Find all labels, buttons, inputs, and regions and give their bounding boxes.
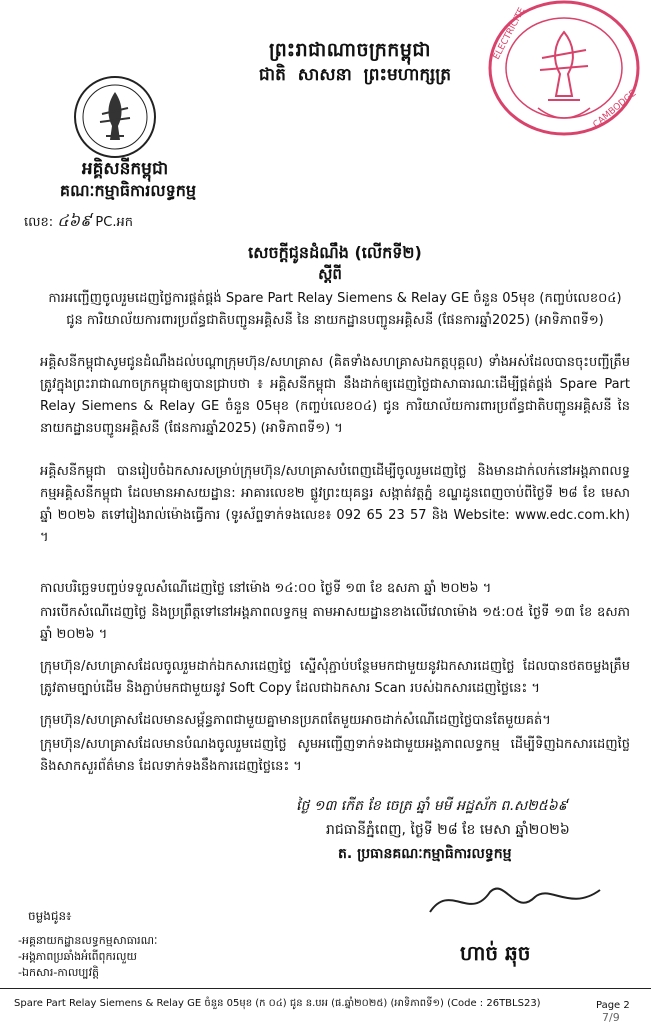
paragraph-soft-copy: ក្រុមហ៊ុន/សហគ្រាសដែលចូលរួមដាក់ឯកសារដេញថ្លៃ ស្នើសុំភ្ជាប់បន្ថែមមកជាមួយនូវឯកសារដេញថ្លៃ ដែលបានថតចម្លងត្រឹមត្រូវតាមច្បាប់ដើម និងភ្ជាប់មកជាមួយនូវ Soft Copy ដែលជាឯកសារ Scan របស់ឯកសារដេញថ្លៃនេះ ។	[40, 659, 630, 696]
notice-about-label: ស្តីពី	[318, 265, 342, 283]
page-number: Page 2	[596, 1000, 630, 1011]
footer-text: Spare Part Relay Siemens & Relay GE ចំនួន 05មុខ (ក ០៤) ជូន ន.បអ (ផ.ឆ្នាំ២០២៥) (អាទិភាពទី១) (Code : 26TBLS23)	[14, 998, 541, 1009]
reference-suffix: PC.អក	[95, 215, 133, 230]
notice-subject: ការអញ្ជើញចូលរួមដេញថ្លៃការផ្គត់ផ្គង់ Spare Part Relay Siemens & Relay GE ចំនួន 05មុខ (កញ្ចប់លេខ០៤) ជូន ការិយាល័យការពារប្រព័ន្ធជាតិបញ្ជូនអគ្គិសនី នៃ នាយកដ្ឋានបញ្ជូនអគ្គិសនី (ផែនការឆ្នាំ2025) (អាទិភាពទី១)	[48, 291, 622, 328]
svg-text:ELECTRICITE: ELECTRICITE	[491, 6, 528, 62]
organization-name: អគ្គិសនីកម្ពុជា	[81, 159, 169, 179]
cc-item: -អគ្គនាយកដ្ឋានលទ្ធកម្មសាធារណៈ	[18, 934, 158, 947]
red-ink-stamp	[478, 0, 646, 150]
signer-title: ត. ប្រធានគណៈកម្មាធិការលទ្ធកម្ម	[338, 846, 512, 862]
reference-label: លេខ:	[24, 215, 54, 230]
procurement-committee: គណៈកម្មាធិការលទ្ធកម្ម	[59, 181, 197, 200]
paragraph-documents: អគ្គិសនីកម្ពុជា បានរៀបចំឯកសារសម្រាប់ក្រុមហ៊ុន/សហគ្រាសបំពេញដើម្បីចូលរួមដេញថ្លៃ និងមានដាក់លក់នៅអង្គភាពលទ្ធកម្មអគ្គិសនីកម្ពុជា ដែលមានអាសយដ្ឋាន: អាគារលេខ២ ផ្លូវព្រះយុគន្ធរ សង្កាត់វត្តភ្នំ ខណ្ឌដូនពេញចាប់ពីថ្ងៃទី ២៨ ខែ មេសា ឆ្នាំ ២០២៦ តទៅរៀងរាល់ម៉ោងធ្វើការ (ទូរស័ព្ទទាក់ទងលេខ៖ 092 65 23 57 និង Website: www.edc.com.kh) ។	[40, 464, 630, 545]
paragraph-opening: ការបើកសំណើដេញថ្លៃ និងប្រព្រឹត្តទៅនៅអង្គភាពលទ្ធកម្ម តាមអាសយដ្ឋានខាងលើវេលាម៉ោង ១៥:០៥ ថ្ងៃទី ១៣ ខែ ឧសភា ឆ្នាំ ២០២៦ ។	[40, 605, 630, 642]
handwritten-signature	[420, 872, 610, 932]
lunar-date: ថ្ងៃ ១៣ កើត ខែ ចេត្រ ឆ្នាំ មមី អដ្ឋស័ក ព.ស២៥៦៩	[296, 798, 568, 814]
notice-title: សេចក្តីជូនដំណឹង (លើកទី២)	[248, 243, 422, 262]
reference-handwritten-number: ៤៦៩	[57, 211, 92, 230]
paragraph-contact: ក្រុមហ៊ុន/សហគ្រាសដែលមានបំណងចូលរួមដេញថ្លៃ សូមអញ្ជើញទាក់ទងជាមួយអង្គភាពលទ្ធកម្ម ដើម្បីទិញឯកសារដេញថ្លៃ និងសាកសួរព័ត៌មាន ដែលទាក់ទងនឹងការដេញថ្លៃនេះ ។	[40, 737, 630, 774]
edc-seal-logo	[72, 74, 158, 160]
reference-number	[24, 210, 133, 234]
paragraph-affiliation: ក្រុមហ៊ុន/សហគ្រាសដែលមានសម្ព័ន្ធភាពជាមួយគ្នាមានប្រភពតែមួយអាចដាក់សំណើដេញថ្លៃបានតែមួយគត់។	[40, 713, 551, 728]
page-frame-counter: 7/9	[602, 1011, 620, 1024]
signatory-name: ហាច់ ឆុច	[460, 941, 531, 965]
svg-text:CAMBODGE: CAMBODGE	[591, 88, 639, 131]
cc-item: -អង្គភាពប្រឆាំងអំពើពុករលួយ	[18, 950, 137, 963]
cc-title: ចម្លងជូន៖	[28, 909, 72, 923]
footer-divider	[0, 988, 651, 989]
paragraph-announcement: អគ្គិសនីកម្ពុជាសូមជូនដំណឹងដល់បណ្តាក្រុមហ៊ុន/សហគ្រាស (គិតទាំងសហគ្រាសឯកត្តបុគ្គល) ទាំងអស់ដែលបានចុះបញ្ជីត្រឹមត្រូវក្នុងព្រះរាជាណាចក្រកម្ពុជាឲ្យបានជ្រាបថា ៖ អគ្គិសនីកម្ពុជា នឹងដាក់ឲ្យដេញថ្លៃជាសាធារណៈដើម្បីផ្គត់ផ្គង់ Spare Part Relay Siemens & Relay GE ចំនួន 05មុខ (កញ្ចប់លេខ០៤) ជូន ការិយាល័យការពារប្រព័ន្ធជាតិបញ្ជូនអគ្គិសនី នៃ នាយកដ្ឋានបញ្ជូនអគ្គិសនី (ផែនការឆ្នាំ2025) (អាទិភាពទី១) ។	[40, 355, 630, 436]
paragraph-deadline: កាលបរិច្ឆេទបញ្ចប់ទទួលសំណើដេញថ្លៃ នៅម៉ោង ១៤:០០ ថ្ងៃទី ១៣ ខែ ឧសភា ឆ្នាំ ២០២៦ ។	[40, 581, 492, 596]
national-motto: ជាតិ សាសនា ព្រះមហាក្សត្រ	[258, 65, 452, 85]
cc-item: -ឯកសារ-កាលប្បវត្តិ	[18, 966, 100, 979]
kingdom-header: ព្រះរាជាណាចក្រកម្ពុជា	[269, 39, 431, 61]
city-date: រាជធានីភ្នំពេញ, ថ្ងៃទី ២៨ ខែ មេសា ឆ្នាំ២០២៦	[326, 822, 570, 838]
